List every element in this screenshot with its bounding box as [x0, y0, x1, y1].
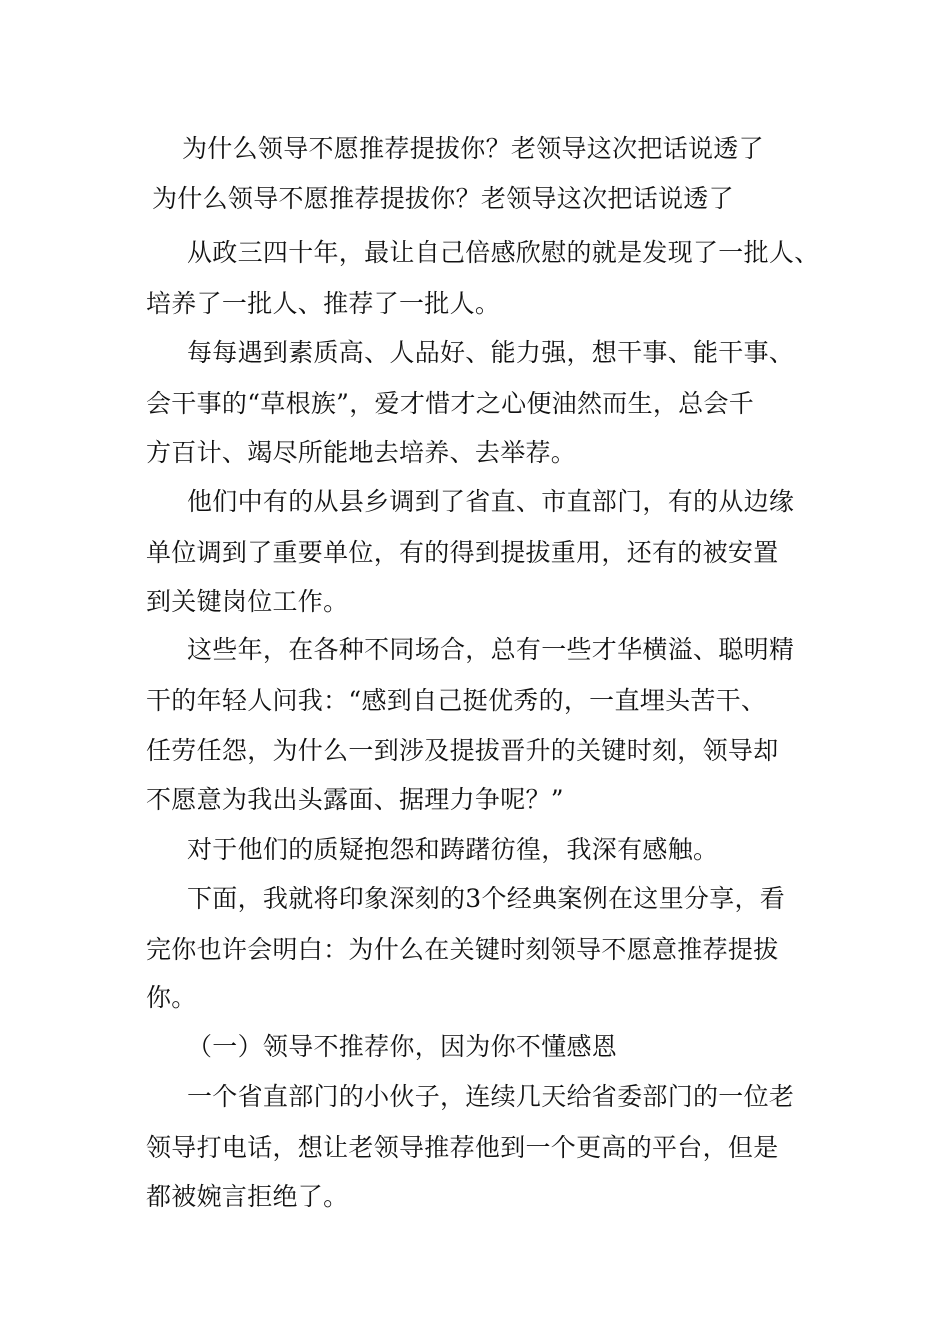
body-text-line: 对于他们的质疑抱怨和踌躇彷徨，我深有感触。 — [187, 835, 719, 864]
body-text-line: 从政三四十年，最让自己倍感欣慰的就是发现了一批人、 — [187, 238, 820, 267]
body-text-line: 都被婉言拒绝了。 — [146, 1182, 349, 1211]
body-text-line: 任劳任怨，为什么一到涉及提拔晋升的关键时刻，领导却 — [146, 736, 779, 765]
body-text-line: 一个省直部门的小伙子，连续几天给省委部门的一位老 — [187, 1082, 795, 1111]
body-text-line: 他们中有的从县乡调到了省直、市直部门，有的从边缘 — [187, 487, 795, 516]
section-heading: （一）领导不推荐你，因为你不懂感恩 — [187, 1032, 618, 1061]
body-text-line: 你。 — [146, 983, 197, 1012]
body-text-line: 方百计、竭尽所能地去培养、去举荐。 — [146, 438, 577, 467]
body-text-line: 完你也许会明白：为什么在关键时刻领导不愿意推荐提拔 — [146, 935, 779, 964]
body-text-line: 会干事的“草根族”，爱才惜才之心便油然而生，总会千 — [146, 389, 755, 418]
body-text-line: 不愿意为我出头露面、据理力争呢？” — [146, 785, 564, 814]
body-text-line: 下面，我就将印象深刻的3个经典案例在这里分享，看 — [187, 884, 786, 913]
body-text-line: 领导打电话，想让老领导推荐他到一个更高的平台，但是 — [146, 1133, 779, 1162]
body-text-line: 到关键岗位工作。 — [146, 587, 349, 616]
body-text-line: 单位调到了重要单位，有的得到提拔重用，还有的被安置 — [146, 538, 779, 567]
body-text-line: 这些年，在各种不同场合，总有一些才华横溢、聪明精 — [187, 635, 795, 664]
title-line-1: 为什么领导不愿推荐提拔你？老领导这次把话说透了 — [182, 134, 764, 163]
title-line-2: 为什么领导不愿推荐提拔你？老领导这次把话说透了 — [152, 184, 734, 213]
body-text-line: 培养了一批人、推荐了一批人。 — [146, 289, 501, 318]
body-text-line: 每每遇到素质高、人品好、能力强，想干事、能干事、 — [187, 338, 795, 367]
body-text-line: 干的年轻人问我：“感到自己挺优秀的，一直埋头苦干、 — [146, 686, 767, 715]
